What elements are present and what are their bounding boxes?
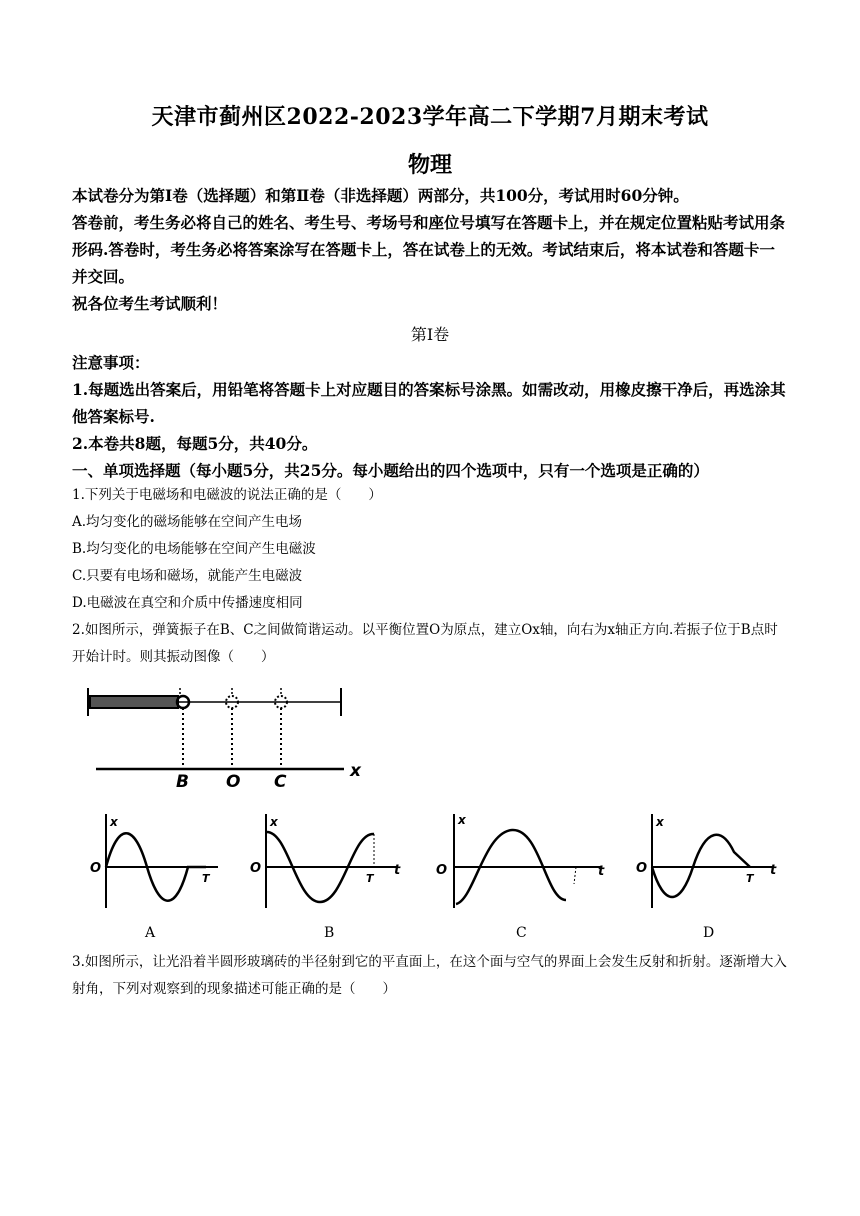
origin-label: O [90,861,102,876]
option-b: B.均匀变化的电场能够在空间产生电磁波 [72,541,316,557]
volume-heading: 第Ⅰ卷 [410,325,450,344]
question-stem: 2.如图所示，弹簧振子在B、C之间做简谐运动。以平衡位置O为原点，建立Ox轴，向右为x轴正方向.若振子位于B点时开始计时。则其振动图像（ ） [72,622,778,665]
question-2 [72,617,788,671]
axis-t-label: t [394,863,401,878]
axis-x-label: x [110,815,118,829]
option-d: D.电磁波在真空和介质中传播速度相同 [72,595,303,611]
exam-title: 天津市蓟州区2022-2023学年高二下学期7月期末考试 [151,104,709,130]
notes-heading: 注意事项： [72,353,150,372]
origin-label: O [250,861,262,876]
spring-shape [90,696,178,708]
period-label: T [202,872,210,885]
subject-title: 物理 [407,152,452,178]
graph-label-c: C [516,925,527,941]
label-c: C [274,772,287,790]
notes-block [72,349,788,484]
label-o: O [226,772,241,790]
instruction-line: 祝各位考生考试顺利！ [72,294,228,313]
instruction-line: 本试卷分为第Ⅰ卷（选择题）和第Ⅱ卷（非选择题）两部分，共100分，考试用时60分钟。 [72,186,689,205]
label-b: B [176,772,189,790]
axis-x-label: x [270,815,278,829]
graph-option-b [248,812,408,912]
notes-item: 2.本卷共8题，每题5分，共40分。 [72,434,318,453]
option-a: A.均匀变化的磁场能够在空间产生电场 [72,514,303,530]
label-x: x [350,761,361,781]
graph-label-b: B [324,925,335,941]
option-c: C.只要有电场和磁场，就能产生电磁波 [72,568,303,584]
origin-label: O [636,861,648,876]
notes-item: 1.每题选出答案后，用铅笔将答题卡上对应题目的答案标号涂黑。如需改动，用橡皮擦干净后，再选涂其他答案标号. [72,380,786,426]
spring-oscillator-figure [82,680,372,790]
graph-option-d [634,812,784,912]
origin-label: O [436,863,448,878]
question-3 [72,949,788,1003]
question-stem: 3.如图所示，让光沿着半圆形玻璃砖的半径射到它的平直面上，在这个面与空气的界面上会发生反射和折射。逐渐增大入射角，下列对观察到的现象描述可能正确的是（ ） [72,954,787,997]
axis-x-label: x [458,813,466,827]
graph-option-a [88,812,228,912]
axis-t-label: t [770,863,777,878]
question-1 [72,482,788,617]
graph-option-c [434,812,614,912]
exam-instructions [72,182,788,317]
question-stem: 1.下列关于电磁场和电磁波的说法正确的是（ ） [72,487,382,503]
period-label: T [366,872,374,885]
graph-label-d: D [703,925,715,941]
axis-x-label: x [656,815,664,829]
instruction-line: 答卷前，考生务必将自己的姓名、考生号、考场号和座位号填写在答题卡上，并在规定位置粘贴考试用条形码.答卷时，考生务必将答案涂写在答题卡上，答在试卷上的无效。考试结束后，将本试卷和答题卡一并交回。 [72,213,786,286]
axis-t-label: t [598,864,605,879]
period-label: T [746,872,754,885]
graph-label-a: A [145,925,156,941]
section-heading: 一、单项选择题（每小题5分，共25分。每小题给出的四个选项中，只有一个选项是正确的） [72,461,709,480]
